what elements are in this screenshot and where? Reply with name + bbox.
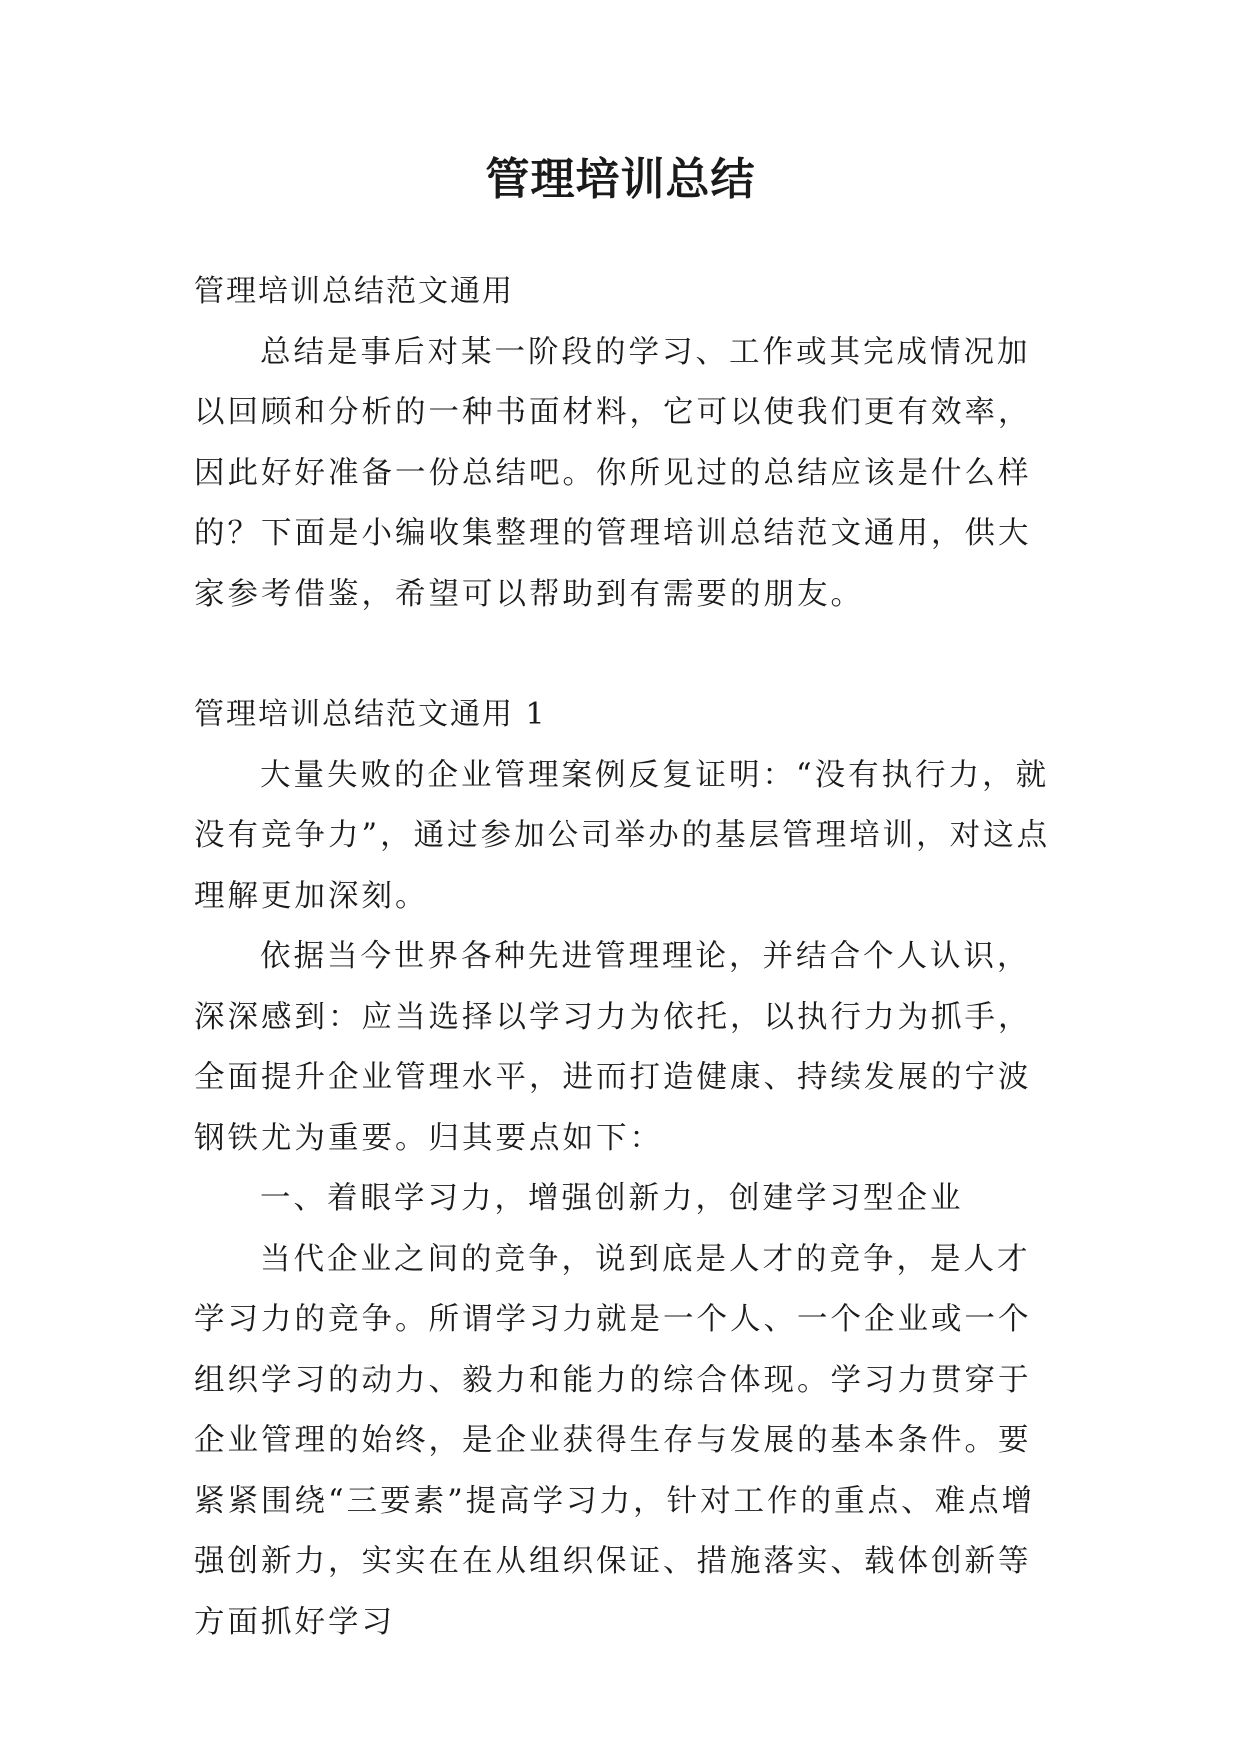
subtitle: 管理培训总结范文通用 [194, 274, 514, 309]
intro-paragraph: 总结是事后对某一阶段的学习、工作或其完成情况加以回顾和分析的一种书面材料，它可以使我们更有效率，因此好好准备一份总结吧。你所见过的总结应该是什么样的？下面是小编收集整理的管理培训总结范文通用，供大家参考借鉴，希望可以帮助到有需要的朋友。 [194, 334, 1032, 612]
body-paragraph: 依据当今世界各种先进管理理论，并结合个人认识，深深感到：应当选择以学习力为依托，以执行力为抓手，全面提升企业管理水平，进而打造健康、持续发展的宁波钢铁尤为重要。归其要点如下： [194, 939, 1032, 1156]
point-heading: 一、着眼学习力，增强创新力，创建学习型企业 [260, 1181, 964, 1216]
document-body [194, 262, 1056, 1653]
section-heading: 管理培训总结范文通用 1 [194, 697, 547, 732]
document-title: 管理培训总结 [485, 154, 756, 205]
body-paragraph: 大量失败的企业管理案例反复证明：“没有执行力，就没有竞争力”，通过参加公司举办的基层管理培训，对这点理解更加深刻。 [194, 757, 1051, 914]
section-spacer [194, 625, 1056, 685]
body-paragraph: 当代企业之间的竞争，说到底是人才的竞争，是人才学习力的竞争。所谓学习力就是一个人、一个企业或一个组织学习的动力、毅力和能力的综合体现。学习力贯穿于企业管理的始终，是企业获得生存与发展的基本条件。要紧紧围绕“三要素”提高学习力，针对工作的重点、难点增强创新力，实实在在从组织保证、措施落实、载体创新等方面抓好学习 [194, 1241, 1036, 1640]
